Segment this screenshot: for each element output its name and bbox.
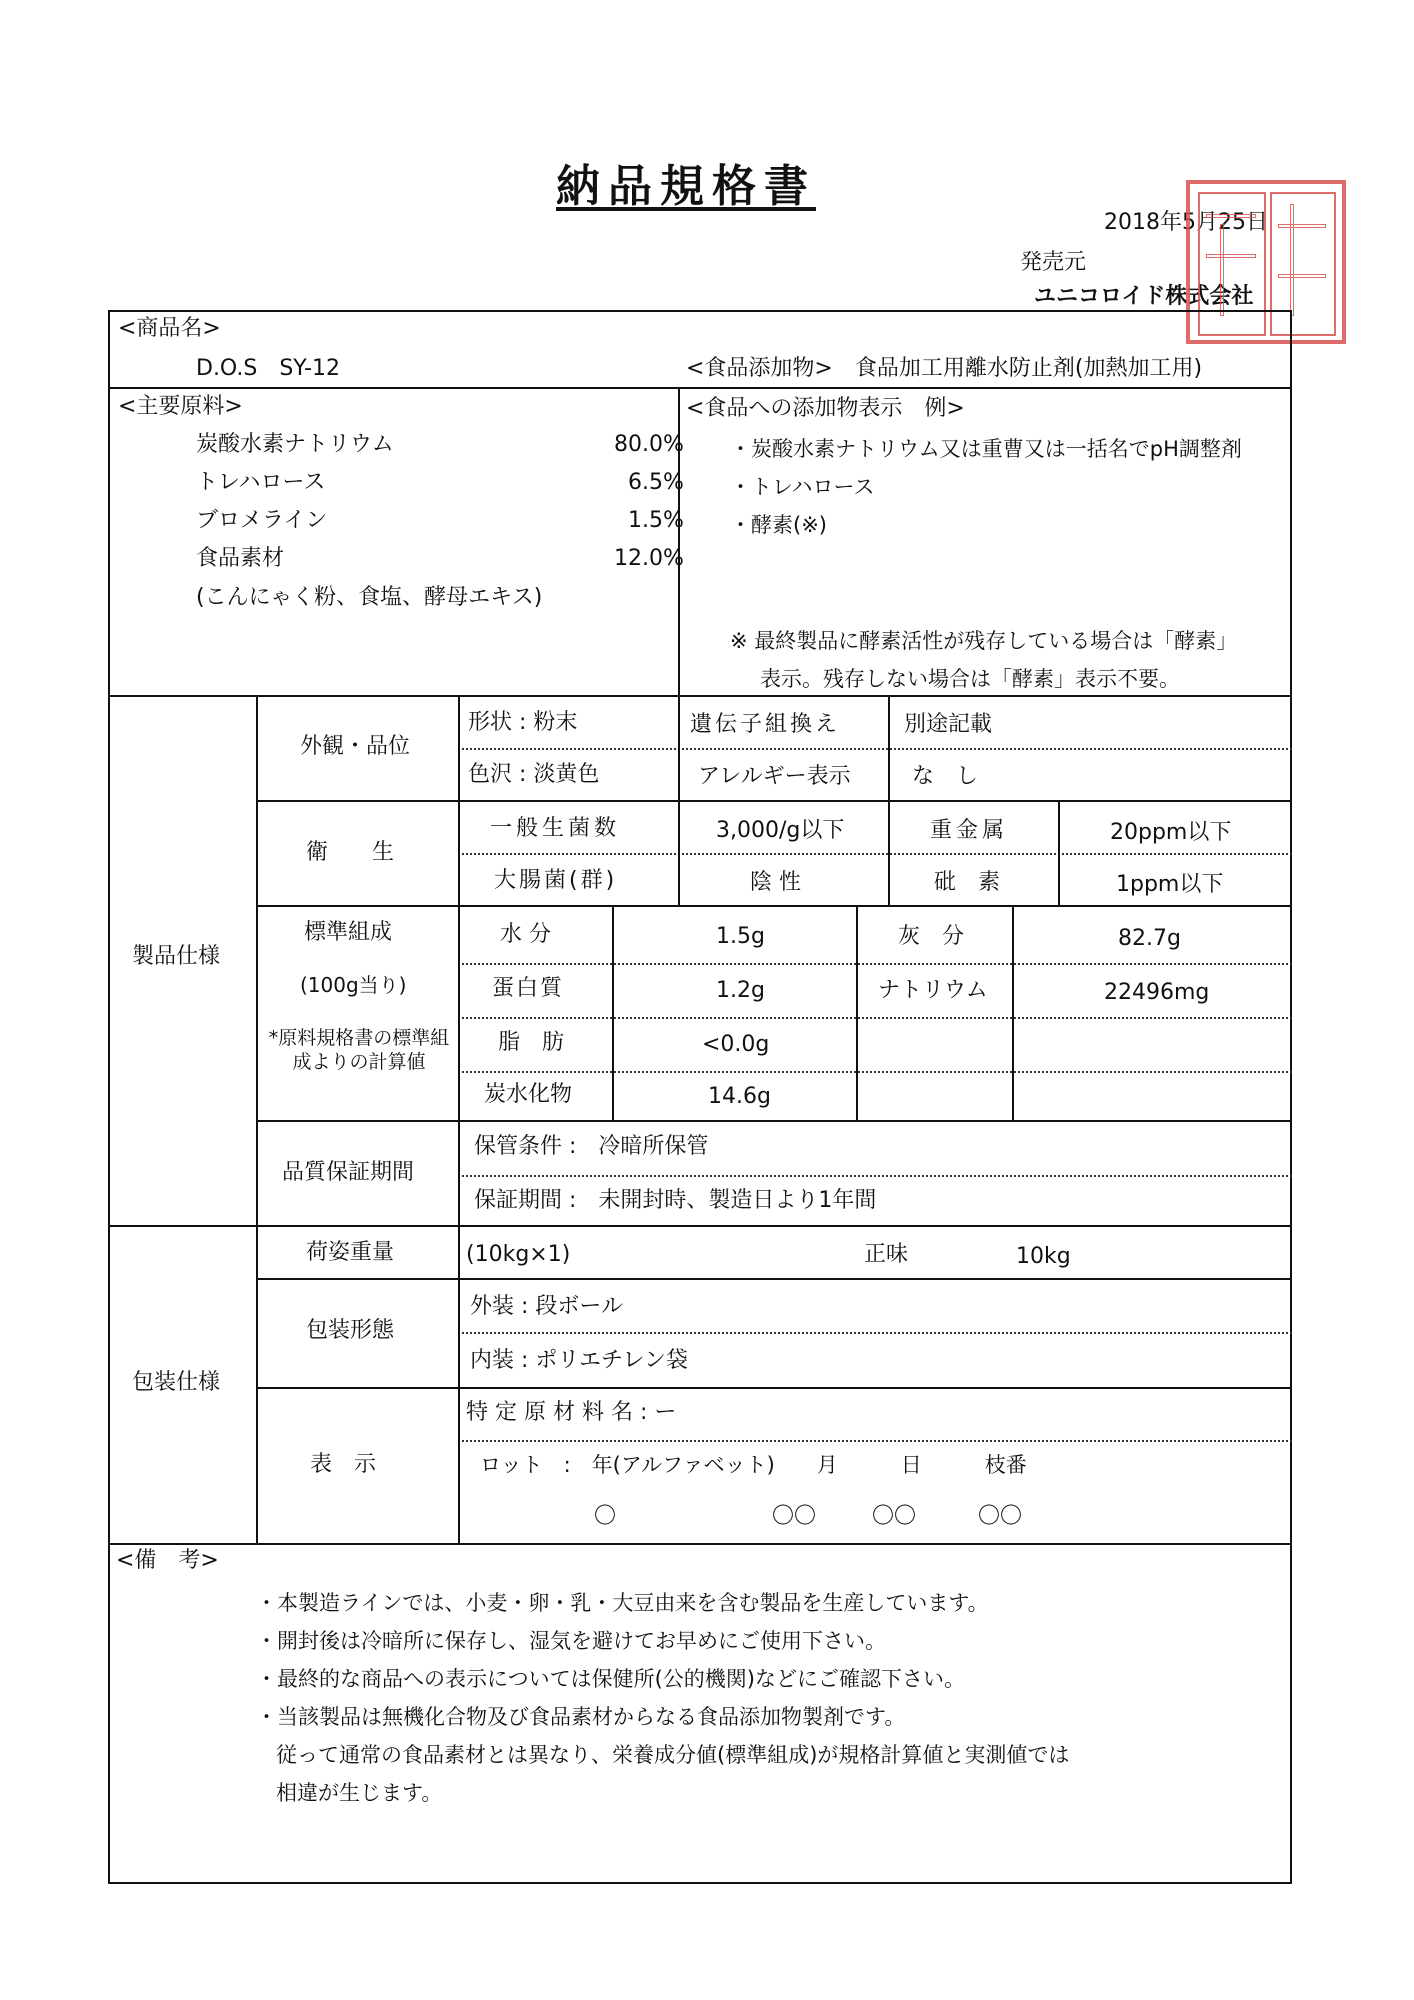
shape-value: 形状 : 粉末 (468, 710, 578, 735)
dotted-rule (458, 748, 1292, 750)
ingredient-name: トレハロース (196, 470, 326, 495)
weight-label: 荷姿重量 (306, 1240, 395, 1265)
rule (108, 695, 1292, 697)
ingredient-name: 食品素材 (196, 546, 285, 571)
vrule (1058, 800, 1060, 905)
additive-category: <食品添加物> 食品加工用離水防止剤(加熱加工用) (686, 356, 1203, 381)
composition-note: *原料規格書の標準組成よりの計算値 (268, 1027, 450, 1073)
remark-line: ・当該製品は無機化合物及び食品素材からなる食品添加物製剤です。 (256, 1705, 906, 1729)
lot-format: ロット : 年(アルファベット) 月 日 枝番 (480, 1453, 1027, 1477)
inner-packaging: 内装 : ポリエチレン袋 (470, 1348, 688, 1373)
dotted-rule (458, 1017, 1292, 1019)
ingredient-note: (こんにゃく粉、食塩、酵母エキス) (196, 585, 543, 610)
composition-row-value: 1.2g (716, 978, 765, 1003)
composition-row-value2: 22496mg (1104, 980, 1210, 1005)
lot-code-day: 〇〇 (872, 1504, 917, 1529)
arsenic-label: 砒 素 (934, 870, 1001, 895)
dotted-rule (458, 1071, 1292, 1073)
net-value: 10kg (1016, 1244, 1071, 1269)
composition-per: (100g当り) (300, 973, 407, 997)
allergy-value: な し (912, 764, 979, 789)
labeling-item: ・トレハロース (730, 475, 875, 499)
allergy-label: アレルギー表示 (698, 764, 851, 789)
remark-line: ・開封後は冷暗所に保存し、湿気を避けてお早めにご使用下さい。 (256, 1629, 886, 1653)
rule (108, 387, 1292, 389)
guarantee-period: 保証期間 : 未開封時、製造日より1年間 (474, 1188, 877, 1213)
labeling-section-label: <食品への添加物表示 例> (686, 396, 965, 421)
ingredient-pct: 12.0% (614, 546, 684, 571)
remarks-label: <備 考> (116, 1548, 219, 1573)
quality-label: 品質保証期間 (282, 1160, 415, 1185)
storage-condition: 保管条件 : 冷暗所保管 (474, 1134, 709, 1159)
dotted-rule (458, 963, 1292, 965)
vrule (678, 695, 680, 905)
composition-row-value2: 82.7g (1118, 926, 1181, 951)
vrule (888, 695, 890, 905)
issue-date: 2018年5月25日 (1104, 210, 1268, 235)
composition-row-label: 蛋白質 (492, 976, 565, 1001)
bacteria-label: 一般生菌数 (490, 816, 621, 841)
gmo-label: 遺伝子組換え (690, 712, 841, 737)
composition-label: 標準組成 (304, 920, 393, 945)
dotted-rule (458, 1332, 1292, 1334)
remark-line: ・最終的な商品への表示については保健所(公的機関)などにご確認下さい。 (256, 1667, 965, 1691)
ingredient-name: 炭酸水素ナトリウム (196, 432, 394, 457)
rule (108, 1543, 1292, 1545)
heavy-metal-value: 20ppm以下 (1110, 820, 1232, 845)
vrule (458, 695, 460, 1543)
dotted-rule (458, 853, 1292, 855)
outer-packaging: 外装 : 段ボール (470, 1294, 623, 1319)
specified-allergens: 特 定 原 材 料 名 : ー (466, 1400, 677, 1425)
issuer-label: 発売元 (1020, 250, 1087, 275)
gmo-value: 別途記載 (904, 712, 993, 737)
weight-value: (10kg×1) (466, 1242, 571, 1267)
ingredient-name: ブロメライン (196, 508, 328, 533)
form-label: 包装形態 (306, 1318, 395, 1343)
lot-code-branch: 〇〇 (978, 1504, 1023, 1529)
composition-row-label2: 灰 分 (898, 924, 965, 949)
dotted-rule (458, 1440, 1292, 1442)
composition-row-value: <0.0g (702, 1032, 770, 1057)
ingredients-section-label: <主要原料> (118, 394, 243, 419)
ingredient-pct: 6.5% (628, 470, 684, 495)
packaging-group-label: 包装仕様 (132, 1370, 221, 1395)
composition-row-label: 脂 肪 (498, 1030, 565, 1055)
ingredient-pct: 1.5% (628, 508, 684, 533)
display-label: 表 示 (310, 1452, 377, 1477)
rule (256, 1120, 1292, 1122)
product-name: D.O.S SY-12 (196, 356, 341, 381)
ingredient-pct: 80.0% (614, 432, 684, 457)
remark-line: ・本製造ラインでは、小麦・卵・乳・大豆由来を含む製品を生産しています。 (256, 1591, 989, 1615)
labeling-note: ※ 最終製品に酵素活性が残存している場合は「酵素」 (730, 629, 1238, 653)
product-section-label: <商品名> (118, 316, 221, 341)
composition-row-label2: ナトリウム (878, 978, 988, 1003)
company-name: ユニコロイド株式会社 (1034, 284, 1254, 309)
rule (256, 1278, 1292, 1280)
arsenic-value: 1ppm以下 (1116, 872, 1224, 897)
net-label: 正味 (864, 1242, 909, 1267)
heavy-metal-label: 重金属 (930, 818, 1009, 843)
labeling-note: 表示。残存しない場合は「酵素」表示不要。 (760, 667, 1180, 691)
appearance-label: 外観・品位 (300, 734, 411, 759)
labeling-item: ・炭酸水素ナトリウム又は重曹又は一括名でpH調整剤 (730, 437, 1242, 461)
spec-group-label: 製品仕様 (132, 944, 221, 969)
rule (108, 1225, 1292, 1227)
remark-line: 相違が生じます。 (276, 1781, 443, 1805)
coliform-value: 陰 性 (750, 870, 801, 895)
document-title: 納品規格書 (556, 161, 816, 212)
composition-row-value: 1.5g (716, 924, 765, 949)
composition-row-label: 水 分 (500, 922, 551, 947)
vrule (256, 695, 258, 1543)
vrule (1012, 905, 1014, 1120)
vrule (856, 905, 858, 1120)
lot-code-year: 〇 (594, 1504, 617, 1529)
rule (256, 1387, 1292, 1389)
labeling-item: ・酵素(※) (730, 513, 827, 537)
bacteria-value: 3,000/g以下 (716, 818, 845, 843)
remark-line: 従って通常の食品素材とは異なり、栄養成分値(標準組成)が規格計算値と実測値では (276, 1743, 1070, 1767)
vrule (612, 905, 614, 1120)
composition-row-label: 炭水化物 (484, 1082, 573, 1107)
coliform-label: 大腸菌(群) (494, 868, 618, 893)
lot-code-month: 〇〇 (772, 1504, 817, 1529)
color-value: 色沢 : 淡黄色 (468, 762, 600, 787)
composition-row-value: 14.6g (708, 1084, 771, 1109)
rule (256, 800, 1292, 802)
dotted-rule (458, 1175, 1292, 1177)
rule (256, 905, 1292, 907)
hygiene-label: 衛 生 (306, 840, 395, 865)
